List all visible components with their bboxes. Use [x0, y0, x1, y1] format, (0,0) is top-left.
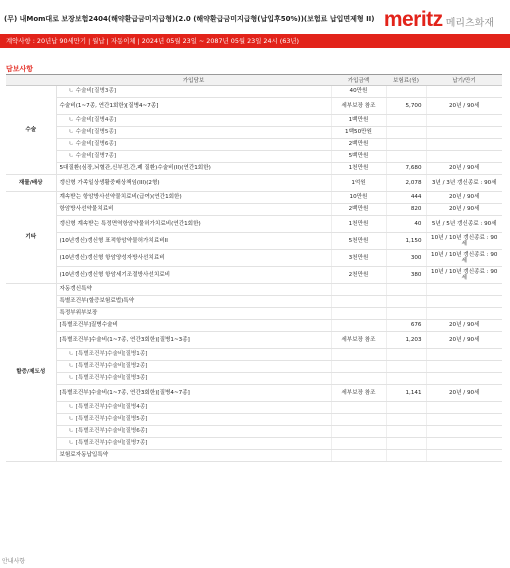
- payment-term: [426, 414, 502, 426]
- coverage-name: 특별조건부(할증보험료법)특약: [56, 296, 331, 308]
- payment-term: 10년 / 10년 갱신종료 : 90세: [426, 233, 502, 250]
- group-label: 재물/배상: [6, 175, 56, 192]
- insured-amount: 1천만원: [331, 163, 386, 175]
- header-term: 납기/만기: [426, 75, 502, 86]
- insured-amount: 40만원: [331, 86, 386, 98]
- table-row: [6, 320, 502, 332]
- payment-term: 5년 / 5년 갱신종료 : 90세: [426, 216, 502, 233]
- payment-term: 20년 / 90세: [426, 332, 502, 349]
- coverage-name: ㄴ [특별조건부]수술비[질병5종]: [56, 414, 331, 426]
- header-coverage: 가입담보: [56, 75, 331, 86]
- payment-term: 10년 / 10년 갱신종료 : 90세: [426, 267, 502, 284]
- payment-term: [426, 450, 502, 462]
- insured-amount: 세부보장 참조: [331, 98, 386, 115]
- table-row: [6, 216, 502, 233]
- insured-amount: 2백만원: [331, 204, 386, 216]
- table-row: [6, 426, 502, 438]
- contract-info-bar: 계약사항 : 20년납 90세만기 | 월납 | 자동이체 | 2024년 05월 23일 ~ 2087년 05월 23일 24시 (63년): [0, 34, 510, 48]
- coverage-name: ㄴ [특별조건부]수술비[질병4종]: [56, 402, 331, 414]
- table-row: [6, 296, 502, 308]
- header-group: [6, 75, 56, 86]
- table-row: [6, 139, 502, 151]
- table-row: [6, 127, 502, 139]
- table-row: [6, 163, 502, 175]
- payment-term: [426, 402, 502, 414]
- payment-term: 20년 / 90세: [426, 385, 502, 402]
- coverage-name: 항암방사선약물치료비: [56, 204, 331, 216]
- premium-amount: [386, 86, 426, 98]
- header-amount: 가입금액: [331, 75, 386, 86]
- premium-amount: [386, 402, 426, 414]
- table-row: [6, 373, 502, 385]
- payment-term: [426, 308, 502, 320]
- coverage-name: (10년갱신)갱신형 항암세기조절방사선치료비: [56, 267, 331, 284]
- payment-term: [426, 115, 502, 127]
- coverage-name: 갱신형 계속받는 특정면역항암약물허가치료비(연간1회한): [56, 216, 331, 233]
- premium-amount: 1,141: [386, 385, 426, 402]
- premium-amount: [386, 139, 426, 151]
- premium-amount: 444: [386, 192, 426, 204]
- payment-term: [426, 296, 502, 308]
- table-row: [6, 151, 502, 163]
- coverage-table: [6, 74, 502, 462]
- table-row: [6, 308, 502, 320]
- coverage-name: ㄴ [특별조건부]수술비[질병1종]: [56, 349, 331, 361]
- premium-amount: [386, 414, 426, 426]
- table-row: [6, 284, 502, 296]
- insured-amount: [331, 426, 386, 438]
- premium-amount: 40: [386, 216, 426, 233]
- table-row: [6, 414, 502, 426]
- coverage-name: 자동갱신특약: [56, 284, 331, 296]
- premium-amount: 7,680: [386, 163, 426, 175]
- coverage-name: ㄴ 수술비[질병7종]: [56, 151, 331, 163]
- coverage-name: 보험료자동납입특약: [56, 450, 331, 462]
- company-logo: [384, 8, 494, 32]
- coverage-name: ㄴ [특별조건부]수술비[질병3종]: [56, 373, 331, 385]
- premium-amount: [386, 349, 426, 361]
- premium-amount: 1,150: [386, 233, 426, 250]
- premium-amount: [386, 361, 426, 373]
- payment-term: [426, 349, 502, 361]
- table-row: [6, 175, 502, 192]
- premium-amount: 380: [386, 267, 426, 284]
- coverage-name: (10년갱신)갱신형 항암양성자방사선치료비: [56, 250, 331, 267]
- insured-amount: [331, 320, 386, 332]
- insured-amount: [331, 402, 386, 414]
- payment-term: [426, 139, 502, 151]
- coverage-name: [특별조건부]수술비(1~7종, 연간3회한)[질병1~3종]: [56, 332, 331, 349]
- payment-term: [426, 373, 502, 385]
- premium-amount: 300: [386, 250, 426, 267]
- insured-amount: 5천만원: [331, 233, 386, 250]
- payment-term: [426, 361, 502, 373]
- premium-amount: 2,078: [386, 175, 426, 192]
- insured-amount: 2백만원: [331, 139, 386, 151]
- coverage-name: (10년갱신)갱신형 표적항암약물허가치료비II: [56, 233, 331, 250]
- table-row: [6, 402, 502, 414]
- coverage-name: ㄴ [특별조건부]수술비[질병7종]: [56, 438, 331, 450]
- premium-amount: [386, 438, 426, 450]
- insured-amount: 세부보장 참조: [331, 385, 386, 402]
- coverage-name: ㄴ [특별조건부]수술비[질병2종]: [56, 361, 331, 373]
- premium-amount: [386, 426, 426, 438]
- brand-name-korean: 메리츠화재: [445, 18, 494, 29]
- premium-amount: [386, 284, 426, 296]
- insured-amount: 1백50만원: [331, 127, 386, 139]
- coverage-name: 수술비(1~7종, 연간1회한)[질병4~7종]: [56, 98, 331, 115]
- payment-term: 3년 / 3년 갱신종료 : 90세: [426, 175, 502, 192]
- premium-amount: [386, 450, 426, 462]
- payment-term: [426, 86, 502, 98]
- premium-amount: [386, 373, 426, 385]
- coverage-name: 5대질환(심장,뇌혈관,신부전,간,폐 질환)수술비(II)(연간1회한): [56, 163, 331, 175]
- payment-term: 10년 / 10년 갱신종료 : 90세: [426, 250, 502, 267]
- table-row: [6, 98, 502, 115]
- insured-amount: 세부보장 참조: [331, 332, 386, 349]
- table-row: [6, 349, 502, 361]
- table-row: [6, 267, 502, 284]
- coverage-name: ㄴ 수술비[질병4종]: [56, 115, 331, 127]
- table-row: [6, 438, 502, 450]
- header-premium: 보험료(원): [386, 75, 426, 86]
- premium-amount: [386, 127, 426, 139]
- insured-amount: [331, 349, 386, 361]
- table-row: [6, 450, 502, 462]
- insured-amount: [331, 373, 386, 385]
- insured-amount: 2천만원: [331, 267, 386, 284]
- insured-amount: 1억원: [331, 175, 386, 192]
- table-row: [6, 385, 502, 402]
- premium-amount: 1,203: [386, 332, 426, 349]
- payment-term: [426, 127, 502, 139]
- payment-term: [426, 284, 502, 296]
- payment-term: [426, 426, 502, 438]
- document-title: (무) 내Mom대로 보장보험2404(해약환급금미지급형)(2.0 (해약환급금미지급형(납입후50%))(보험료 납입면제형 II): [4, 15, 375, 23]
- coverage-name: ㄴ 수술비[질병6종]: [56, 139, 331, 151]
- premium-amount: 820: [386, 204, 426, 216]
- insured-amount: [331, 414, 386, 426]
- brand-name: meritz: [383, 8, 443, 31]
- premium-amount: [386, 115, 426, 127]
- payment-term: 20년 / 90세: [426, 204, 502, 216]
- coverage-name: ㄴ 수술비[질병5종]: [56, 127, 331, 139]
- table-row: [6, 233, 502, 250]
- group-label: 할증/제도성: [6, 284, 56, 462]
- premium-amount: 5,700: [386, 98, 426, 115]
- insured-amount: [331, 450, 386, 462]
- coverage-name: 특정부위부보장: [56, 308, 331, 320]
- insured-amount: 10만원: [331, 192, 386, 204]
- table-row: [6, 86, 502, 98]
- insured-amount: [331, 296, 386, 308]
- insured-amount: [331, 361, 386, 373]
- payment-term: [426, 151, 502, 163]
- table-header-row: [6, 75, 502, 86]
- table-row: [6, 115, 502, 127]
- premium-amount: [386, 308, 426, 320]
- table-row: [6, 192, 502, 204]
- premium-amount: [386, 151, 426, 163]
- group-label: 수술: [6, 86, 56, 175]
- insured-amount: [331, 284, 386, 296]
- coverage-name: [특별조건부]질병수술비: [56, 320, 331, 332]
- payment-term: [426, 438, 502, 450]
- group-label: 기타: [6, 192, 56, 284]
- coverage-name: 갱신형 가족일상생활중배상책임(III)(2형): [56, 175, 331, 192]
- coverage-name: ㄴ 수술비[질병3종]: [56, 86, 331, 98]
- coverage-name: [특별조건부]수술비(1~7종, 연간3회한)[질병4~7종]: [56, 385, 331, 402]
- premium-amount: [386, 296, 426, 308]
- premium-amount: 676: [386, 320, 426, 332]
- insured-amount: 1백만원: [331, 115, 386, 127]
- payment-term: 20년 / 90세: [426, 320, 502, 332]
- coverage-name: 계속받는 항암방사선약물치료비(급여)(연간1회한): [56, 192, 331, 204]
- insured-amount: [331, 438, 386, 450]
- insured-amount: 1천만원: [331, 216, 386, 233]
- payment-term: 20년 / 90세: [426, 192, 502, 204]
- table-row: [6, 361, 502, 373]
- insured-amount: 3천만원: [331, 250, 386, 267]
- section-title: 담보사항: [6, 65, 34, 73]
- table-row: [6, 332, 502, 349]
- footer-note: 안내사항: [2, 558, 26, 565]
- table-row: [6, 204, 502, 216]
- coverage-name: ㄴ [특별조건부]수술비[질병6종]: [56, 426, 331, 438]
- table-row: [6, 250, 502, 267]
- payment-term: 20년 / 90세: [426, 163, 502, 175]
- insured-amount: [331, 308, 386, 320]
- payment-term: 20년 / 90세: [426, 98, 502, 115]
- insured-amount: 5백만원: [331, 151, 386, 163]
